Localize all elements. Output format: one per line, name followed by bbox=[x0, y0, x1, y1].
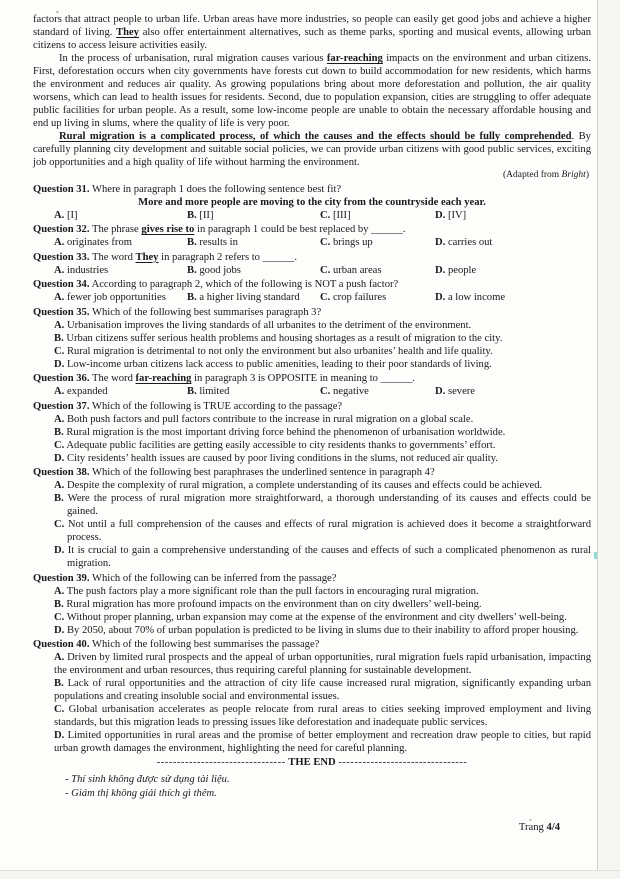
passage-paragraph-1 bbox=[33, 13, 591, 52]
underlined-term-far-reaching: far-reaching bbox=[326, 53, 383, 64]
option-d: D. a low income bbox=[435, 292, 506, 303]
option-a: A. expanded bbox=[54, 386, 108, 397]
option-a: A. originates from bbox=[54, 237, 132, 248]
source-title: Bright bbox=[561, 170, 586, 180]
quoted-word: far-reaching bbox=[135, 373, 192, 384]
option-c: C. urban areas bbox=[320, 264, 382, 276]
question-32-options bbox=[54, 236, 591, 249]
option-a: A. Despite the complexity of rural migration, a complete understanding of its causes and effects could be achieved. bbox=[54, 480, 543, 491]
option-d: D. City residents’ health issues are caused by poor living conditions in the slums, not reduced air quality. bbox=[54, 452, 498, 464]
scan-artifact-speck bbox=[529, 819, 532, 821]
question-number: Question 38. bbox=[33, 467, 90, 478]
footer-note-2: - Giám thị không giải thích gì thêm. bbox=[65, 787, 217, 799]
underlined-term-they: They bbox=[116, 27, 140, 38]
question-prompt: Question 40. Which of the following best summarises the passage? bbox=[33, 639, 320, 650]
option-d: D. It is crucial to gain a comprehensive understanding of the causes and effects of such a complicated phenomenon as rural migration. bbox=[54, 545, 591, 569]
question-prompt: Question 35. Which of the following best summarises paragraph 3? bbox=[33, 306, 322, 318]
scan-artifact-speck bbox=[56, 11, 59, 13]
option-a: A. Both push factors and pull factors contribute to the increase in rural migration on a global scale. bbox=[54, 413, 474, 425]
quoted-word: They bbox=[135, 251, 159, 263]
question-number: Question 36. bbox=[33, 373, 90, 384]
option-a: A. [I] bbox=[54, 209, 78, 221]
footer-note-1: - Thí sinh không được sử dụng tài liệu. bbox=[65, 774, 230, 785]
question-40 bbox=[33, 638, 591, 755]
question-35 bbox=[33, 306, 591, 371]
question-number: Question 32. bbox=[33, 224, 90, 235]
question-36-options bbox=[54, 385, 591, 398]
question-number: Question 40. bbox=[33, 639, 90, 650]
option-b: B. Were the process of rural migration more straightforward, a thorough understanding of its causes and effects could be gained. bbox=[54, 493, 591, 517]
insert-sentence: More and more people are moving to the city from the countryside each year. bbox=[138, 196, 486, 208]
question-prompt: Question 33. The word They in paragraph 2 refers to ______. bbox=[33, 251, 298, 263]
question-number: Question 37. bbox=[33, 400, 90, 412]
option-a: A. industries bbox=[54, 264, 109, 276]
question-number: Question 33. bbox=[33, 251, 90, 263]
option-c: C. Not until a full comprehension of the causes and effects of rural migration is achieved does it become a straightforward process. bbox=[54, 519, 591, 543]
option-d: D. Low-income urban citizens lack access to public amenities, leading to their poor standards of living. bbox=[54, 358, 492, 370]
option-b: B. limited bbox=[187, 386, 230, 397]
option-b: B. Lack of rural opportunities and the attraction of city life cause increased rural migration, significantly expanding urban populations and creating insoluble social and environmental issues. bbox=[54, 678, 591, 702]
question-prompt: Question 37. Which of the following is TRUE according to the passage? bbox=[33, 400, 343, 412]
option-b: B. [II] bbox=[187, 209, 214, 221]
question-34-options bbox=[54, 291, 591, 304]
option-c: C. negative bbox=[320, 386, 369, 397]
option-b: B. Rural migration is the most important driving force behind the phenomenon of urbanisation worldwide. bbox=[54, 426, 506, 438]
paragraph-text: factors that attract people to urban life. Urban areas have more industries, so people can easily get good jobs and achieve a higher standard of living. bbox=[33, 14, 591, 38]
question-32 bbox=[33, 223, 591, 249]
option-c: C. crop failures bbox=[320, 292, 387, 303]
the-end-label: THE END bbox=[288, 757, 336, 768]
page-content bbox=[33, 13, 591, 834]
scan-margin-strip bbox=[598, 0, 620, 878]
option-d: D. carries out bbox=[435, 237, 493, 248]
paragraph-text: impacts on the environment and urban citizens. First, deforestation occurs when city governments have forests cut down to build accommodation for new residents, which harms the environment and reduces air quality. As growing populations bring about more deforestation and pollution, the air quality worsens, which can lead to health issues for residents. Second, due to population expansion, cities are struggling to offer adequate public facilities for urban people. As a result, some low-income people are unable to obtain the necessary affordable housing and end up living in slums, where the quality of life is very poor. bbox=[33, 53, 591, 129]
the-end-divider: -------------------------------- THE END -------------------------------- bbox=[156, 757, 468, 768]
quoted-phrase: gives rise to bbox=[141, 224, 195, 235]
question-number: Question 35. bbox=[33, 306, 90, 318]
option-a: A. fewer job opportunities bbox=[54, 292, 166, 303]
option-d: D. [IV] bbox=[435, 209, 467, 221]
option-c: C. Rural migration is detrimental to not only the environment but also urbanites’ health and life quality. bbox=[54, 345, 493, 357]
paragraph-text: In the process of urbanisation, rural migration causes various bbox=[59, 53, 327, 64]
option-c: C. brings up bbox=[320, 237, 373, 248]
question-34 bbox=[33, 278, 591, 304]
option-c: C. [III] bbox=[320, 209, 351, 221]
question-33-options bbox=[54, 264, 591, 277]
option-a: A. Urbanisation improves the living standards of all urbanites to the detriment of the environment. bbox=[54, 319, 472, 331]
option-d: D. By 2050, about 70% of urban population is predicted to be living in slums due to their inability to afford proper housing. bbox=[54, 624, 579, 636]
paragraph-text: also offer entertainment alternatives, such as theme parks, sporting and musical events, allowing urban citizens to access leisure activities easily. bbox=[33, 27, 591, 51]
option-c: C. Global urbanisation accelerates as people relocate from rural areas to cities seeking improved employment and living standards, but this migration leads to pressing issues like deforestation and inadequate public services. bbox=[54, 704, 591, 728]
question-prompt: Question 39. Which of the following can be inferred from the passage? bbox=[33, 572, 337, 584]
question-prompt: Question 32. The phrase gives rise to in paragraph 1 could be best replaced by ______. bbox=[33, 224, 406, 235]
option-d: D. severe bbox=[435, 386, 476, 397]
question-prompt: Question 36. The word far-reaching in paragraph 3 is OPPOSITE in meaning to ______. bbox=[33, 373, 416, 384]
passage-source-credit: (Adapted from Bright) bbox=[502, 170, 589, 180]
passage-paragraph-3 bbox=[33, 130, 591, 169]
option-b: B. Urban citizens suffer serious health problems and housing shortages as a result of migration to the city. bbox=[54, 332, 503, 344]
question-36 bbox=[33, 372, 591, 398]
question-prompt: Question 38. Which of the following best paraphrases the underlined sentence in paragraph 4? bbox=[33, 467, 435, 478]
scan-artifact-teal-mark bbox=[594, 552, 597, 559]
option-d: D. people bbox=[435, 264, 477, 276]
underlined-thesis-sentence: Rural migration is a complicated process, of which the causes and the effects should be fully comprehended bbox=[59, 131, 572, 142]
question-31-options bbox=[54, 209, 591, 222]
question-39 bbox=[33, 572, 591, 637]
option-b: B. a higher living standard bbox=[187, 292, 300, 303]
option-b: B. results in bbox=[187, 237, 238, 248]
option-b: B. Rural migration has more profound impacts on the environment than on city dwellers’ well-being. bbox=[54, 598, 482, 610]
option-a: A. The push factors play a more significant role than the pull factors in encouraging rural migration. bbox=[54, 585, 479, 597]
option-b: B. good jobs bbox=[187, 264, 241, 276]
option-c: C. Adequate public facilities are getting easily accessible to city residents thanks to governments’ effort. bbox=[54, 439, 496, 451]
question-prompt: Question 34. According to paragraph 2, which of the following is NOT a push factor? bbox=[33, 279, 399, 290]
paragraph-text: . By carefully planning city development and suitable social policies, we can provide urban citizens with good public services, exciting job opportunities and a high quality of life without harming the environment. bbox=[33, 131, 591, 168]
option-d: D. Limited opportunities in rural areas and the promise of better employment and recreation draw people to cities, but rapid urban growth damages the environment, highlighting the need for careful planning. bbox=[54, 730, 591, 754]
question-prompt: Question 31. Where in paragraph 1 does the following sentence best fit? bbox=[33, 183, 342, 195]
question-number: Question 39. bbox=[33, 572, 90, 584]
question-number: Question 34. bbox=[33, 279, 90, 290]
option-c: C. Without proper planning, urban expansion may come at the expense of the environment and city dwellers’ well-being. bbox=[54, 611, 567, 623]
question-31 bbox=[33, 183, 591, 222]
question-33 bbox=[33, 251, 591, 277]
page-number: Trang 4/4 bbox=[518, 822, 560, 833]
question-number: Question 31. bbox=[33, 183, 90, 195]
option-a: A. Driven by limited rural prospects and the appeal of urban opportunities, rural migration fuels rapid urbanisation, impacting the environment and urban resources, thus requiring careful planning for sustainable development. bbox=[54, 652, 591, 676]
question-38 bbox=[33, 466, 591, 570]
question-37 bbox=[33, 400, 591, 465]
passage-paragraph-2 bbox=[33, 52, 591, 130]
